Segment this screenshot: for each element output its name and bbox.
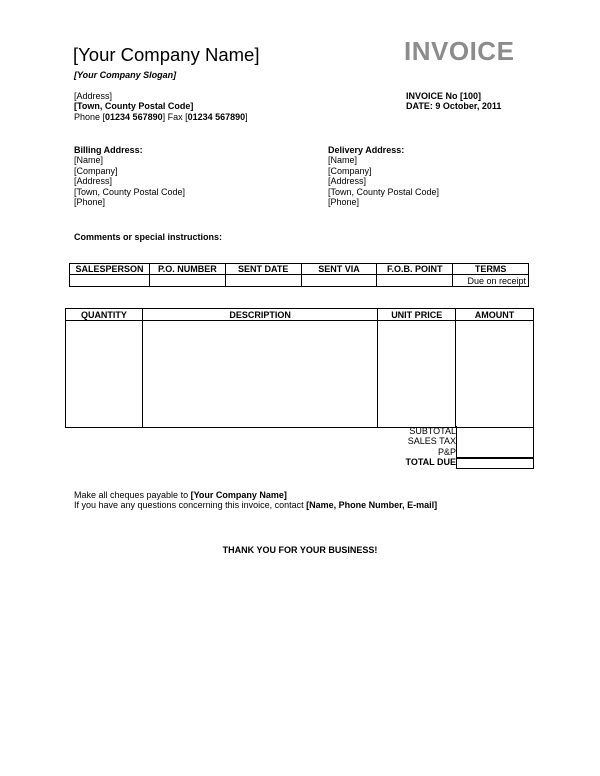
delivery-address xyxy=(328,145,439,207)
company-name: [Your Company Name] xyxy=(73,44,260,65)
comments-label: Comments or special instructions: xyxy=(74,232,223,242)
header-sent-via: SENT VIA xyxy=(301,264,377,275)
amount-cell[interactable] xyxy=(456,321,534,428)
billing-address xyxy=(74,145,185,207)
order-header-row xyxy=(70,264,529,275)
delivery-heading: Delivery Address: xyxy=(328,145,405,155)
delivery-line: [Company] xyxy=(328,165,372,176)
delivery-line: [Name] xyxy=(328,155,358,166)
billing-line: [Company] xyxy=(74,165,118,176)
cell-fob-point[interactable] xyxy=(377,275,453,287)
cell-salesperson[interactable] xyxy=(70,275,150,287)
items-table xyxy=(65,308,534,428)
delivery-line: [Address] xyxy=(328,176,367,187)
items-header-row xyxy=(66,309,534,321)
header-unit-price: UNIT PRICE xyxy=(378,309,456,321)
header-amount: AMOUNT xyxy=(456,309,534,321)
thank-you-message: THANK YOU FOR YOUR BUSINESS! xyxy=(222,545,378,555)
cell-terms[interactable]: Due on receipt xyxy=(453,275,529,287)
invoice-number: INVOICE No [100] xyxy=(406,91,482,101)
billing-line: [Name] xyxy=(74,155,104,166)
order-info-table xyxy=(69,263,529,287)
description-cell[interactable] xyxy=(142,321,377,428)
header-fob-point: F.O.B. POINT xyxy=(377,264,453,275)
questions-note: If you have any questions concerning this invoice, contact [Name, Phone Number, E-mail] xyxy=(74,500,438,511)
subtotal-label: SUBTOTAL xyxy=(409,426,456,436)
cell-sent-date[interactable] xyxy=(225,275,301,287)
delivery-line: [Town, County Postal Code] xyxy=(328,186,440,197)
invoice-meta xyxy=(406,91,501,112)
cell-po-number[interactable] xyxy=(149,275,225,287)
header-po-number: P.O. NUMBER xyxy=(149,264,225,275)
header-quantity: QUANTITY xyxy=(66,309,143,321)
delivery-line: [Phone] xyxy=(328,196,360,207)
company-address-block xyxy=(74,91,248,122)
billing-line: [Phone] xyxy=(74,196,106,207)
quantity-cell[interactable] xyxy=(66,321,143,428)
header-description: DESCRIPTION xyxy=(142,309,377,321)
unit-price-cell[interactable] xyxy=(378,321,456,428)
cell-sent-via[interactable] xyxy=(301,275,377,287)
header-salesperson: SALESPERSON xyxy=(70,264,150,275)
billing-line: [Town, County Postal Code] xyxy=(74,186,186,197)
invoice-date: DATE: 9 October, 2011 xyxy=(406,101,502,112)
cheques-note: Make all cheques payable to [Your Company Name] xyxy=(74,490,287,500)
header-sent-date: SENT DATE xyxy=(225,264,301,275)
company-address: [Address] xyxy=(74,91,113,101)
sales-tax-label: SALES TAX xyxy=(407,436,456,447)
invoice-title: INVOICE xyxy=(404,36,515,66)
company-slogan: [Your Company Slogan] xyxy=(74,70,177,80)
total-due-box[interactable] xyxy=(456,458,534,469)
order-data-row xyxy=(70,275,529,287)
totals-labels xyxy=(380,426,456,468)
total-due-label: TOTAL DUE xyxy=(405,457,456,468)
pp-label: P&P xyxy=(437,446,456,457)
billing-heading: Billing Address: xyxy=(74,145,143,155)
billing-line: [Address] xyxy=(74,176,113,187)
header-terms: TERMS xyxy=(453,264,529,275)
items-body-row xyxy=(66,321,534,428)
company-phone-fax: Phone [01234 567890] Fax [01234 567890] xyxy=(74,111,248,122)
company-town: [Town, County Postal Code] xyxy=(74,101,194,112)
totals-amount-divider xyxy=(456,426,534,458)
footer-notes xyxy=(74,490,437,511)
